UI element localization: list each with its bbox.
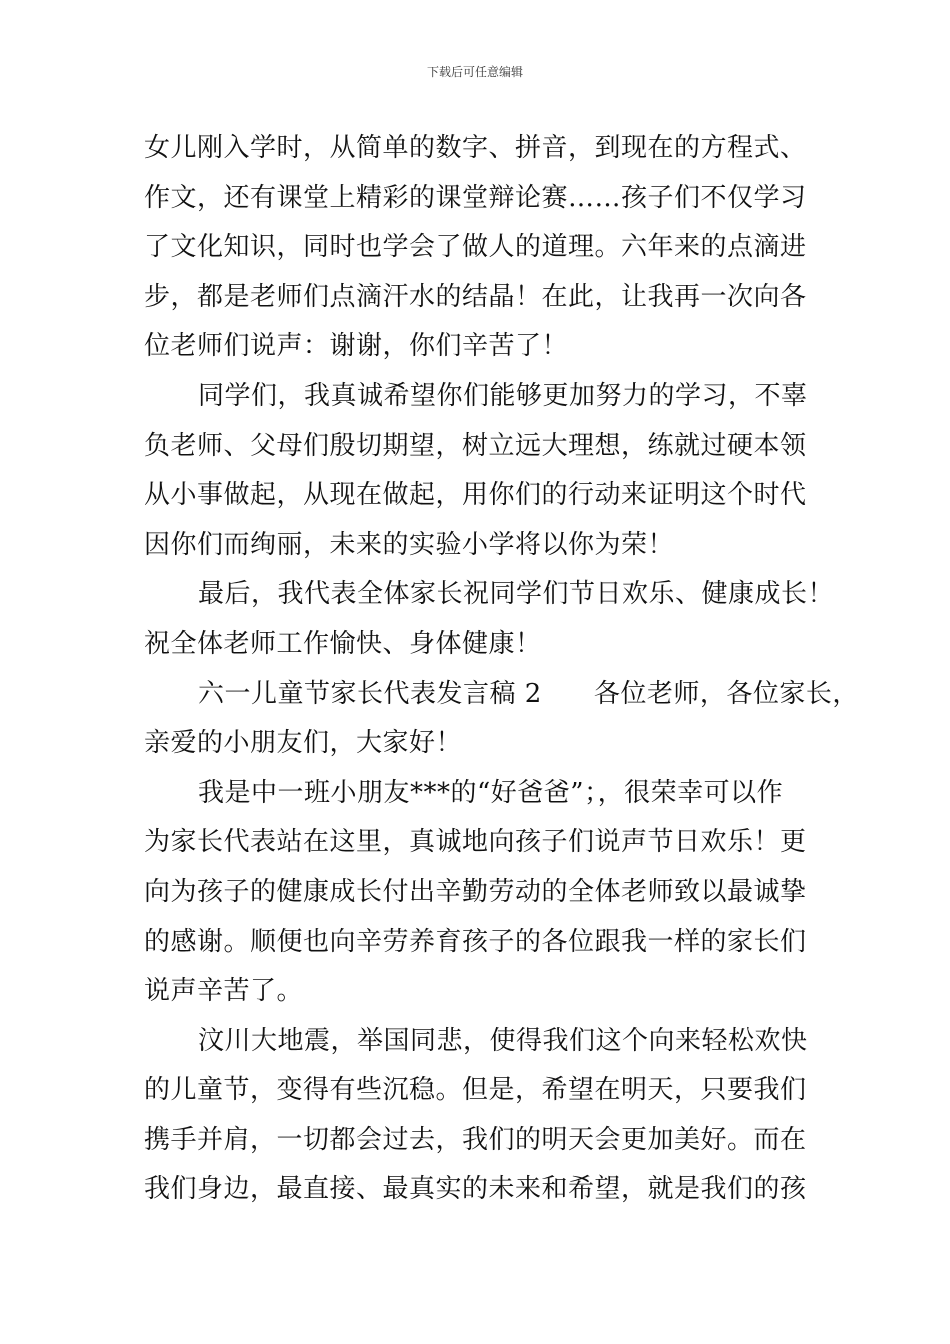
page-header: 下载后可任意编辑 <box>426 65 523 79</box>
text-line: 从小事做起，从现在做起，用你们的行动来证明这个时代 <box>144 480 807 511</box>
text-line: 因你们而绚丽，未来的实验小学将以你为荣！ <box>144 529 675 560</box>
text-line: 祝全体老师工作愉快、身体健康！ <box>144 628 542 659</box>
text-line: 我是中一班小朋友***的“好爸爸”；，很荣幸可以作 <box>198 777 784 808</box>
text-line: 向为孩子的健康成长付出辛勤劳动的全体老师致以最诚挚 <box>144 876 807 907</box>
document-body <box>144 124 859 1215</box>
greeting-start: 各位老师，各位家长， <box>593 678 859 709</box>
section-title: 六一儿童节家长代表发言稿 2 <box>198 678 542 709</box>
text-line: 同学们，我真诚希望你们能够更加努力的学习，不辜 <box>198 380 808 411</box>
text-line: 位老师们说声：谢谢，你们辛苦了！ <box>144 331 569 362</box>
text-line: 了文化知识，同时也学会了做人的道理。六年来的点滴进 <box>144 232 807 263</box>
text-line: 作文，还有课堂上精彩的课堂辩论赛……孩子们不仅学习 <box>144 182 807 213</box>
text-line: 负老师、父母们殷切期望，树立远大理想，练就过硬本领 <box>144 430 807 461</box>
text-line: 步，都是老师们点滴汗水的结晶！在此，让我再一次向各 <box>144 281 807 312</box>
text-line: 说声辛苦了。 <box>144 976 304 1007</box>
text-line: 的儿童节，变得有些沉稳。但是，希望在明天，只要我们 <box>144 1075 807 1106</box>
text-line: 的感谢。顺便也向辛劳养育孩子的各位跟我一样的家长们 <box>144 926 807 957</box>
text-line: 亲爱的小朋友们，大家好！ <box>144 728 463 759</box>
text-line: 最后，我代表全体家长祝同学们节日欢乐、健康成长！ <box>198 579 835 610</box>
text-line: 汶川大地震，举国同悲，使得我们这个向来轻松欢快 <box>198 1025 808 1056</box>
text-line: 携手并肩，一切都会过去，我们的明天会更加美好。而在 <box>144 1124 807 1155</box>
text-line: 女儿刚入学时，从简单的数字、拼音，到现在的方程式、 <box>144 133 807 163</box>
text-line: 我们身边，最直接、最真实的未来和希望，就是我们的孩 <box>144 1174 807 1205</box>
section-title-line <box>144 670 859 720</box>
text-line: 为家长代表站在这里，真诚地向孩子们说声节日欢乐！更 <box>144 827 807 858</box>
